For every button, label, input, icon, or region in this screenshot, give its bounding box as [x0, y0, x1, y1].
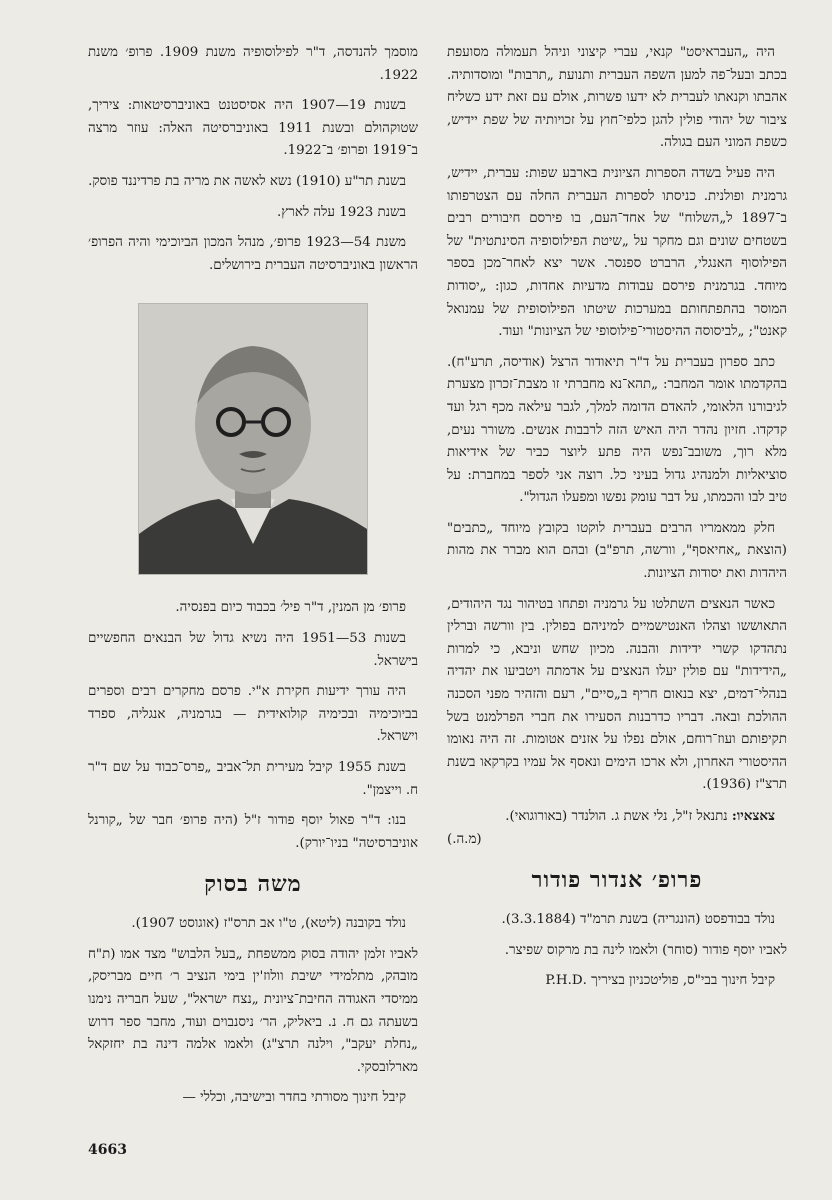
page-number: 4663: [88, 1142, 127, 1158]
descendants: [447, 805, 787, 851]
paragraph: בשנות 19—1907 היה אסיסטנט באוניברסיטאות: ציריך, שטוקהולם ובשנת 1911 באוניברסיטה האלה: עוזר מרצה ב־1919 ופרופ׳ ב־1922.: [88, 98, 418, 159]
paragraph: בשנת 1955 קיבל מעירית תל־אביב „פרס־כבוד על שם ד"ר ח. וייצמן".: [88, 759, 418, 798]
paragraph: כאשר הנאצים השתלטו על גרמניה ופתחו בטיהור נגד היהודים, התאוששו וצהלו האנטישמיים למיניהם בפולין. בין וורשה וברלין נתהדקו קשרי ידידות והבנה. מכיון שחש וניבא, כי למרות „הידידות" עם פולין יעלו הנאצים על אדמתה ויטביעו את יהדיה בנהלי־דמים, יצא בנאום חריף ב„סיים", רעם והזהיר מפני הסכנה ההולכת ובאה. דבריו כדרבנות הסעירו את חברי הפרלמנט בשל תקיפותם ועוז־רוחם, אולם נפלו על אזנים אטומות. זה היה נאומו ההיסטורי האחרון, ולא ארכו הימים ונאסף אל עמיו בקרקאו בשנת תרצ"ז (1936).: [447, 596, 787, 793]
paragraph: כתב ספרון בעברית על ד"ר תיאודור הרצל (אודיסה, תרע"ח). בהקדמתו אומר המחבר: „תהא־נא מחברתי זו מצבת־זכרון מצערת לגיבורנו הלאומי, להאדם הדומה למלך, לגבר עילאה מכף רגל ועד קדקדו. חזיון נהדר היה האיש הזה לרבבות אנשים. משורר נעים, מלא רוך, משובב־נפש היה פתע ליוצר כביר של אידיאות סוציאליות ולמנהיג גדול בעיני כל. רוצה אני לספר במחברת: על טיב לבו והכמתו, על דבר עומק נפשו ומפעלו הגדול".: [447, 354, 787, 506]
portrait-illustration: [139, 304, 367, 574]
left-column: [88, 42, 418, 1118]
paragraph: בשנת תר"ע (1910) נשא לאשה את מריה בת פרדיננד פוסק.: [88, 173, 406, 189]
photo-caption: פרופ׳ מן המנין, ד"ר פיל׳ בכבוד כיום בפנסיה.: [175, 600, 406, 616]
paragraph: לאביו יוסף פודור (סוחר) ולאמו לינה בת מרקוס שפיצר.: [504, 942, 787, 958]
paragraph: קיבל חינוך בבי"ס, פוליטכניון בציריך .P.H.D: [545, 973, 775, 989]
paragraph: היה „העבראיסט" קנאי, עברי קיצוני וניהל תעמולה מסועפת בכתב ובעל־פה למען השפה העברית ותנועת „תרבות" ומוסדותיה. אהבתו וקנאתו לעברית לא ידעו פשרות, אולם עם זאת ידע כשליח ציבור של יהודי פולין להגן כלפי־חוץ על זכויותיה של שפת יידיש, כשפת המוני העם בגולה.: [447, 45, 787, 151]
portrait-photo: [138, 303, 368, 575]
paragraph: בנו: ד"ר פאול יוסף פודור ז"ל (היה פרופ׳ חבר של „קורנל אוניברסיטה" בניו־יורק).: [88, 813, 418, 851]
paragraph: נולד בקובנה (ליטא), ט"ו אב תרס"ז (אוגוסט 1907).: [131, 916, 406, 932]
descendants-text: נתנאל ז"ל, נלי אשת ג. הולנדר (באורוגואי).: [505, 809, 728, 824]
descendants-label: צאצאיו:: [731, 808, 775, 824]
section-heading-fodor: פרופ׳ אנדור פודור: [531, 867, 703, 894]
paragraph: היה עורך ידיעות חקירת א"י. פרסם מחקרים רבים וספרים בביוכימיה ובכימיה קולואידית — בגרמניה, אנגליה, ספרד וישראל.: [88, 684, 418, 745]
paragraph: היה פעיל בשדה הספרות הציונית בארבע שפות: עברית, יידיש, גרמנית ופולנית. כניסתו לספרות העברית החלה עם הצטרפותו ב־1897 ל„השלוח" של אחד־העם, בו פירסם חיבורים רבים בשטחים שונים וגם מחקר על „שיטת הפילוסופיה הסינתטית" של הפילוסוף האנגלי, הרברט ספנסר. אשר יצא לאחר־מכן בספר מיוחד. בגרמנית פירסם עבודות מדעיות אחדות, כגון: „יסודות המוסר בהתפתחותם במערכות שיטתו הפילוסופית של עמנואל קאנט"; „לביסוסה ההיסטורי־פילוסופי של הציונות" ועוד.: [447, 165, 787, 340]
paragraph: חלק ממאמריו הרבים בעברית לוקטו בקובץ מיוחד „כתבים" (הוצאת „אחיאסף", וורשה, תרפ"ב) ובהם הוא מברר את מהות היהדות ואת יסודות הציונות.: [447, 520, 787, 582]
author-initials: (מ.ה.): [447, 831, 482, 847]
paragraph: בשנת 1923 עלה לארץ.: [277, 204, 406, 220]
right-column: [447, 42, 787, 1001]
paragraph: נולד בבודפסט (הונגריה) בשנת תרמ"ד (3.3.1884).: [501, 912, 775, 928]
section-heading-basok: משה בסוק: [204, 871, 302, 898]
paragraph: בשנות 53—1951 היה נשיא גדול של הבנאים החפשיים בישראל.: [88, 630, 418, 669]
paragraph: קיבל חינוך מסורתי בחדר ובישיבה, וכללי —: [182, 1090, 406, 1106]
paragraph: לאביו זלמן יהודה בסוק ממשפחת „בעל הלבוש" מצד אמו (ת"ח מובהק, מתלמידי ישיבת וולוז'ין בימי הנציב ר׳ חיים מבריסק, ממיסדי האגודה החיבת־ציונית „נצח ישראל", שעל חבריה נימנו בשעתה גם ח. נ. ביאליק, הר׳ ניסנבוים ועוד, מחבר ספר דרוש „נחלת יעקב", וילנה תרצ"ג) ולאמו אלמה דינה בת יחזקאל מארלובסקי.: [88, 946, 418, 1075]
paragraph: מוסמך להנדסה, ד"ר לפילוסופיה משנת 1909. פרופ׳ משנת 1922.: [88, 45, 418, 83]
paragraph: משנת 54—1923 פרופ׳, מנהל המכון הביוכימי והיה הפרופ׳ הראשון באוניברסיטה העברית בירושלים.: [88, 235, 418, 273]
